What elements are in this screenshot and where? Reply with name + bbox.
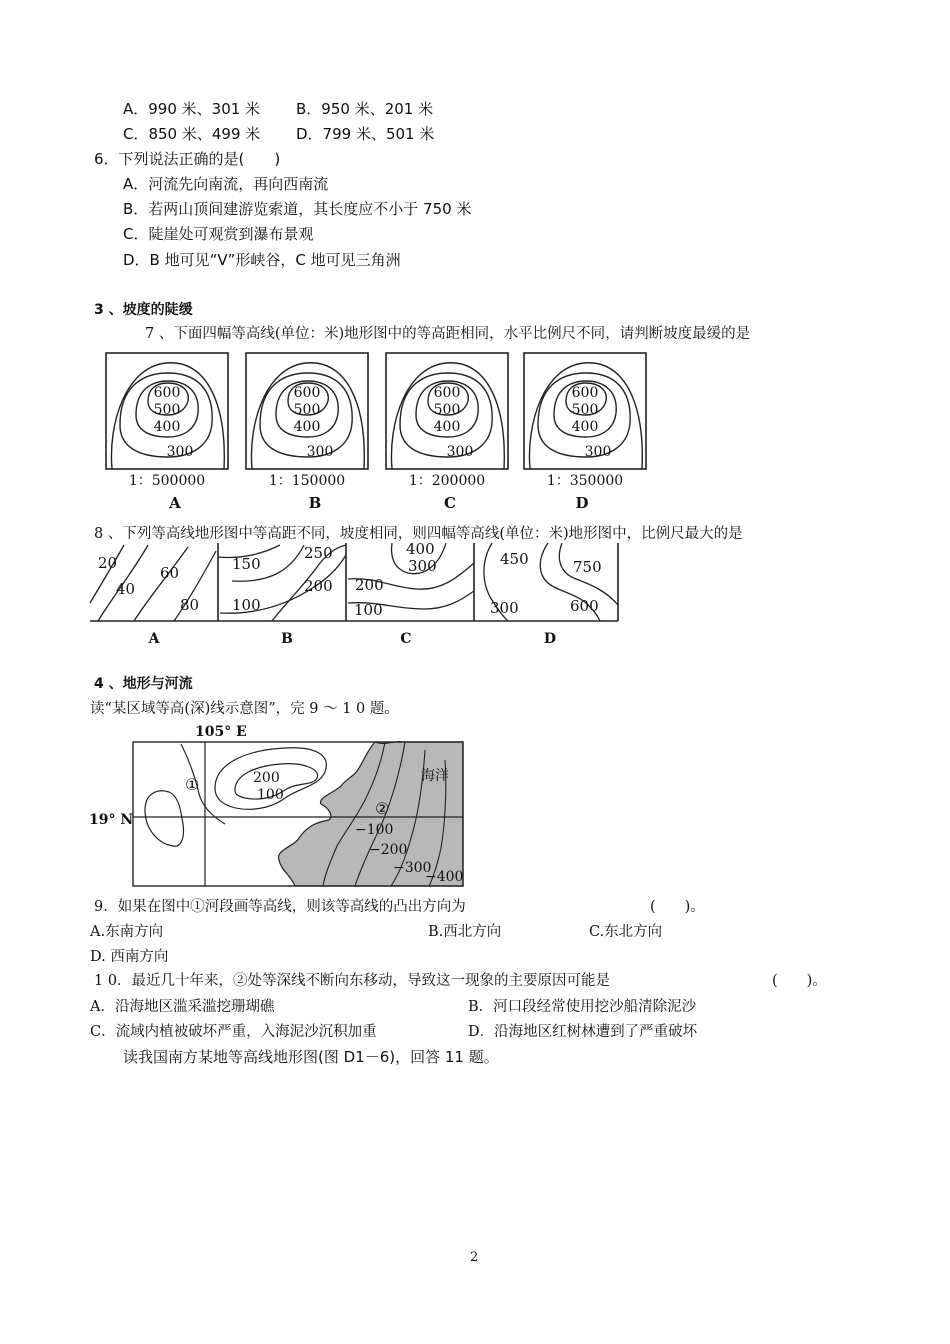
map-depth-200: −200: [369, 842, 408, 858]
q7-c-scale: 1：200000: [408, 473, 486, 489]
q7-b-contour-300: 300: [306, 444, 334, 460]
q6-option-a: A．河流先向南流，再向西南流: [123, 175, 329, 193]
q7-c-letter: C: [444, 494, 456, 512]
q10-option-d: D．沿海地区红树林遭到了严重破坏: [468, 1024, 698, 1040]
q9-option-a: A.东南方向: [90, 924, 164, 940]
q8-b-label-250: 250: [304, 544, 333, 562]
q8-c-label-200: 200: [355, 576, 384, 594]
q8-a-label-60: 60: [160, 564, 180, 582]
q7-b-contour-600: 600: [293, 385, 321, 401]
map-mark-1: ①: [185, 775, 200, 794]
section-4-title: 4 、地形与河流: [94, 676, 193, 692]
q7-d-contour-400: 400: [571, 419, 599, 435]
q6-option-d: D．B 地可见“V”形峡谷，C 地可见三角洲: [123, 251, 401, 269]
q8-d-label-450: 450: [500, 550, 529, 568]
q7-b-scale: 1：150000: [268, 473, 346, 489]
q7-c-contour-400: 400: [433, 419, 461, 435]
q8-a-label-20: 20: [98, 554, 118, 572]
q10-option-b: B．河口段经常使用挖沙船清除泥沙: [468, 999, 697, 1015]
q7-a-contour-500: 500: [153, 402, 181, 418]
q8-c-label-300: 300: [408, 557, 437, 575]
q7-b-contour-400: 400: [293, 419, 321, 435]
q7-a-scale: 1：500000: [128, 473, 206, 489]
q7-d-contour-300: 300: [584, 444, 612, 460]
q8-b-label-150: 150: [232, 555, 261, 573]
q8-a-label-80: 80: [180, 596, 200, 614]
map-ocean-label: 海洋: [421, 768, 449, 784]
q8-b-label-100: 100: [232, 596, 261, 614]
q7-d-letter: D: [575, 494, 589, 512]
q7-contour-figure: [100, 350, 660, 520]
q8-b-label-200: 200: [304, 577, 333, 595]
q8-stem: 8 、下列等高线地形图中等高距不同，坡度相同，则四幅等高线(单位：米)地形图中，比例尺最大的是: [94, 526, 743, 542]
q8-d-label-750: 750: [573, 558, 602, 576]
map-mark-2: ②: [375, 799, 390, 818]
q7-a-contour-600: 600: [153, 385, 181, 401]
q8-c-letter: C: [400, 631, 412, 647]
q11-intro: 读我国南方某地等高线地形图(图 D1－6)，回答 11 题。: [123, 1048, 499, 1066]
q7-c-contour-300: 300: [446, 444, 474, 460]
section-3-title: 3 、坡度的陡缓: [94, 302, 193, 318]
q5-option-d: D．799 米、501 米: [296, 125, 435, 143]
q10-stem: 1 0．最近几十年来，②处等深线不断向东移动，导致这一现象的主要原因可能是: [94, 973, 611, 989]
q7-c-contour-500: 500: [433, 402, 461, 418]
q8-b-letter: B: [281, 631, 293, 647]
map-depth-400: −400: [425, 869, 464, 885]
q6-stem: 6．下列说法正确的是( ): [94, 150, 281, 168]
q7-d-scale: 1：350000: [546, 473, 624, 489]
q8-a-letter: A: [148, 631, 160, 647]
q9-stem: 9．如果在图中①河段画等高线，则该等高线的凸出方向为: [94, 899, 466, 915]
q7-a-contour-300: 300: [166, 444, 194, 460]
map-depth-100: −100: [355, 822, 394, 838]
map-land-100: 100: [257, 787, 284, 803]
map-depth-300: −300: [393, 860, 432, 876]
q5-option-a: A．990 米、301 米: [123, 100, 261, 118]
q8-c-label-400: 400: [406, 540, 435, 558]
q5-option-c: C．850 米、499 米: [123, 125, 261, 143]
page-number: 2: [470, 1250, 479, 1265]
q9-option-d: D. 西南方向: [90, 949, 169, 965]
q5-option-b: B．950 米、201 米: [296, 100, 434, 118]
q8-d-label-300: 300: [490, 599, 519, 617]
q8-d-letter: D: [543, 631, 557, 647]
map-land-200: 200: [253, 770, 280, 786]
q8-contour-figure: [90, 540, 630, 647]
q6-option-c: C．陡崖处可观赏到瀑布景观: [123, 225, 314, 243]
contour-depth-map: [85, 720, 485, 890]
q10-answer-paren: ( )。: [772, 973, 827, 989]
q7-b-contour-500: 500: [293, 402, 321, 418]
q8-a-label-40: 40: [116, 580, 136, 598]
q7-stem: 7 、下面四幅等高线(单位：米)地形图中的等高距相同，水平比例尺不同，请判断坡度最缓的是: [145, 326, 751, 342]
q7-a-contour-400: 400: [153, 419, 181, 435]
q9-option-b: B.西北方向: [428, 924, 502, 940]
q7-d-contour-500: 500: [571, 402, 599, 418]
q8-d-label-600: 600: [570, 597, 599, 615]
section-4-intro: 读“某区域等高(深)线示意图”，完 9 ～ 1 0 题。: [90, 701, 399, 717]
q6-option-b: B．若两山顶间建游览索道，其长度应不小于 750 米: [123, 200, 472, 218]
q7-c-contour-600: 600: [433, 385, 461, 401]
q7-a-letter: A: [169, 494, 181, 512]
map-latitude: 19° N: [89, 812, 134, 828]
q7-d-contour-600: 600: [571, 385, 599, 401]
q9-option-c: C.东北方向: [589, 924, 663, 940]
q10-option-a: A．沿海地区滥采滥挖珊瑚礁: [90, 999, 275, 1015]
q7-b-letter: B: [308, 494, 322, 512]
q9-answer-paren: ( )。: [650, 899, 705, 915]
q10-option-c: C．流域内植被破坏严重，入海泥沙沉积加重: [90, 1024, 377, 1040]
map-longitude: 105° E: [195, 724, 247, 740]
q8-c-label-100: 100: [354, 601, 383, 619]
